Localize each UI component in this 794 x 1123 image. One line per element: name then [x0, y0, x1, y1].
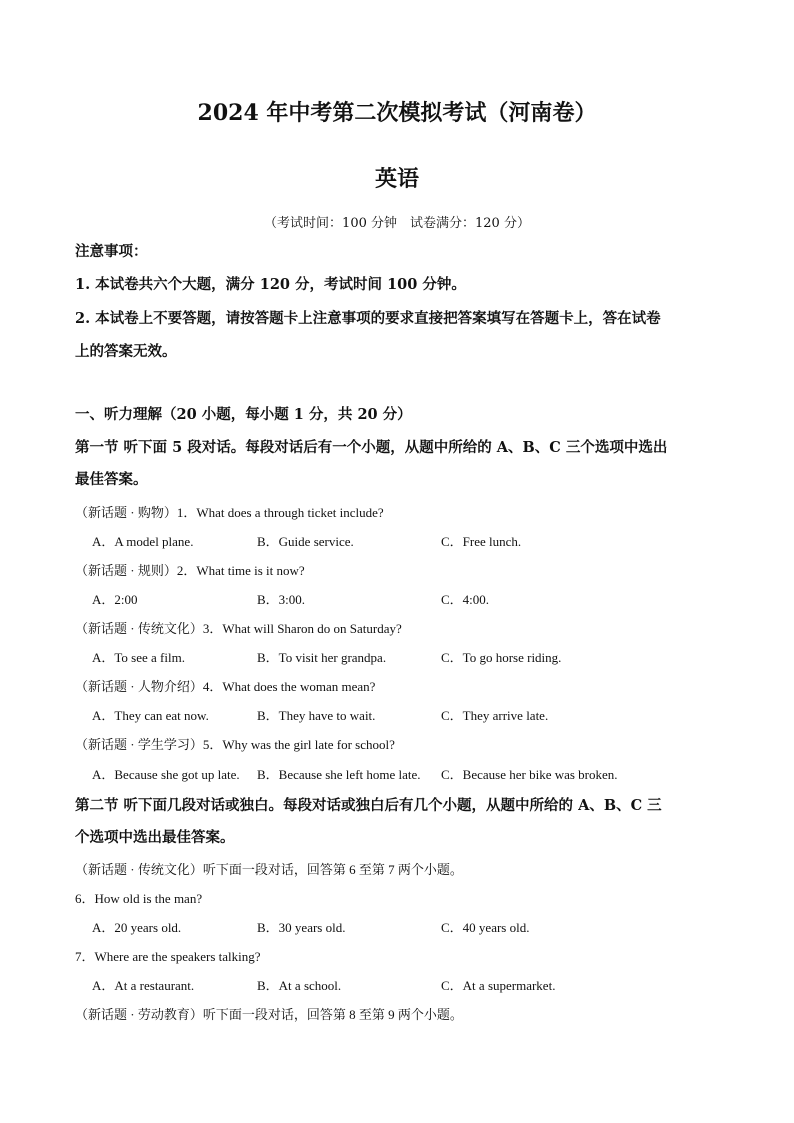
q5-option-a: A．Because she got up late.	[92, 767, 240, 782]
q1-option-a: A．A model plane.	[92, 534, 194, 549]
question-7: 7．Where are the speakers talking?	[75, 949, 261, 964]
question-6: 6．How old is the man?	[75, 891, 203, 906]
q1-option-c: C．Free lunch.	[441, 534, 522, 549]
dialog-intro-8-9: （新话题 · 劳动教育）听下面一段对话，回答第 8 至第 9 两个小题。	[75, 1007, 463, 1022]
notice-item-2: 2. 本试卷上不要答题，请按答题卡上注意事项的要求直接把答案填写在答题卡上，答在试卷	[75, 310, 661, 327]
q2-option-c: C．4:00.	[441, 592, 490, 607]
q6-option-a: A．20 years old.	[92, 920, 182, 935]
q2-option-a: A．2:00	[92, 592, 138, 607]
notice-item-1: 1. 本试卷共六个大题，满分 120 分，考试时间 100 分钟。	[75, 276, 466, 293]
q2-option-b: B．3:00.	[257, 592, 306, 607]
q7-option-b: B．At a school.	[257, 978, 342, 993]
q3-option-c: C．To go horse riding.	[441, 650, 562, 665]
q4-option-c: C．They arrive late.	[441, 708, 549, 723]
q5-option-b: B．Because she left home late.	[257, 767, 421, 782]
question-4: （新话题 · 人物介绍）4．What does the woman mean?	[75, 679, 376, 694]
q7-option-c: C．At a supermarket.	[441, 978, 556, 993]
question-3: （新话题 · 传统文化）3．What will Sharon do on Saturday?	[75, 621, 402, 636]
section1-instruction: 第一节 听下面 5 段对话。每段对话后有一个小题，从题中所给的 A、B、C 三个选项中选出	[75, 439, 668, 456]
q7-option-a: A．At a restaurant.	[92, 978, 195, 993]
q6-option-b: B．30 years old.	[257, 920, 346, 935]
section2-instruction: 第二节 听下面几段对话或独白。每段对话或独白后有几个小题，从题中所给的 A、B、C 三	[75, 797, 662, 814]
question-2: （新话题 · 规则）2．What time is it now?	[75, 563, 305, 578]
q4-option-a: A．They can eat now.	[92, 708, 209, 723]
q5-option-c: C．Because her bike was broken.	[441, 767, 618, 782]
subject-title: 英语	[374, 166, 419, 192]
q3-option-b: B．To visit her grandpa.	[257, 650, 387, 665]
notice-heading: 注意事项：	[75, 243, 148, 260]
q4-option-b: B．They have to wait.	[257, 708, 376, 723]
part1-heading: 一、听力理解（20 小题，每小题 1 分，共 20 分）	[75, 406, 412, 423]
section1-instruction-cont: 最佳答案。	[75, 471, 148, 488]
section2-instruction-cont: 个选项中选出最佳答案。	[75, 829, 235, 846]
notice-item-2-cont: 上的答案无效。	[75, 343, 177, 360]
q3-option-a: A．To see a film.	[92, 650, 185, 665]
q6-option-c: C．40 years old.	[441, 920, 530, 935]
exam-info: （考试时间：100 分钟 试卷满分：120 分）	[264, 216, 530, 231]
q1-option-b: B．Guide service.	[257, 534, 354, 549]
dialog-intro-6-7: （新话题 · 传统文化）听下面一段对话，回答第 6 至第 7 两个小题。	[75, 862, 463, 877]
question-5: （新话题 · 学生学习）5．Why was the girl late for school?	[75, 737, 395, 752]
exam-title: 2024 年中考第二次模拟考试（河南卷）	[197, 100, 597, 126]
question-1: （新话题 · 购物）1．What does a through ticket include?	[75, 505, 384, 520]
